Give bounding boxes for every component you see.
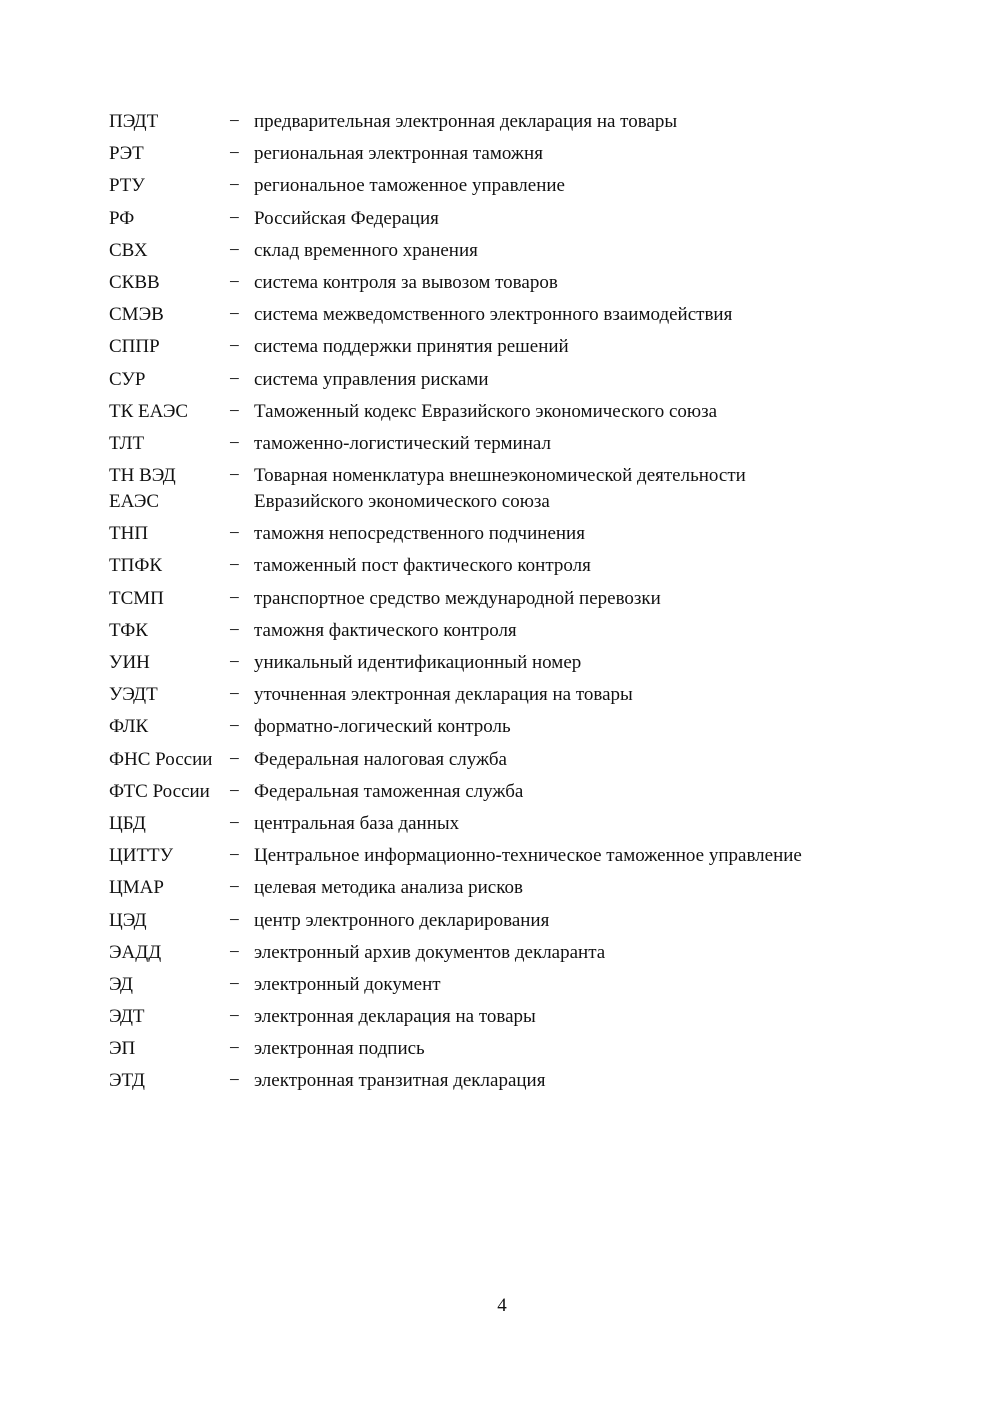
abbreviation-term: ЦБД [109, 812, 146, 834]
abbreviation-term: ТПФК [109, 555, 163, 577]
abbreviation-term: ТНП [109, 523, 149, 545]
abbreviation-term: ЭП [109, 1038, 136, 1060]
dash-separator: − [229, 304, 240, 326]
abbreviation-row [109, 367, 909, 393]
abbreviation-definition: форматно-логический контроль [254, 716, 511, 738]
dash-separator: − [229, 941, 240, 963]
abbreviation-definition: Центральное информационно-техническое таможенное управление [254, 845, 802, 867]
dash-separator: − [229, 652, 240, 673]
abbreviation-definition: центральная база данных [254, 812, 460, 834]
abbreviation-row [109, 1004, 909, 1030]
abbreviation-term: ТН ВЭД ЕАЭС [109, 465, 176, 513]
dash-separator: − [229, 973, 240, 995]
abbreviation-definition: система поддержки принятия решений [254, 336, 569, 358]
abbreviation-definition: система контроля за вывозом товаров [254, 271, 558, 293]
abbreviation-definition: целевая методика анализа рисков [254, 877, 523, 899]
abbreviation-row [109, 779, 909, 805]
dash-separator: − [229, 207, 240, 229]
abbreviation-term: ТК ЕАЭС [109, 400, 189, 422]
abbreviation-term: СУР [109, 368, 146, 390]
dash-separator: − [229, 523, 240, 545]
abbreviation-term: СМЭВ [109, 304, 164, 326]
abbreviation-row [109, 1036, 909, 1062]
dash-separator: − [229, 845, 240, 867]
abbreviation-row [109, 586, 909, 612]
abbreviation-row [109, 811, 909, 837]
abbreviation-definition: электронная транзитная декларация [254, 1070, 546, 1092]
dash-separator: − [229, 1038, 240, 1060]
abbreviation-definition: таможенный пост фактического контроля [254, 555, 591, 577]
dash-separator: − [229, 432, 240, 454]
abbreviation-term: ЦМАР [109, 877, 164, 899]
abbreviation-list [109, 109, 909, 1101]
abbreviation-definition: электронная подпись [254, 1038, 425, 1060]
abbreviation-definition: система межведомственного электронного взаимодействия [254, 304, 733, 326]
dash-separator: − [229, 587, 240, 609]
abbreviation-term: ТЛТ [109, 432, 145, 454]
dash-separator: − [229, 400, 240, 422]
abbreviation-term: ПЭДТ [109, 111, 159, 132]
abbreviation-definition: Товарная номенклатура внешнеэкономической деятельности Евразийского экономического союза [254, 465, 746, 513]
dash-separator: − [229, 909, 240, 931]
dash-separator: − [229, 555, 240, 577]
abbreviation-row [109, 875, 909, 901]
abbreviation-definition: региональное таможенное управление [254, 175, 565, 197]
abbreviation-row [109, 682, 909, 708]
abbreviation-definition: региональная электронная таможня [254, 143, 543, 165]
dash-separator: − [229, 1006, 240, 1028]
abbreviation-term: ФТС России [109, 780, 210, 802]
dash-separator: − [229, 716, 240, 738]
dash-separator: − [229, 748, 240, 770]
abbreviation-term: ТСМП [109, 587, 164, 609]
abbreviation-term: ФНС России [109, 748, 213, 770]
dash-separator: − [229, 143, 240, 165]
abbreviation-definition: таможенно-логистический терминал [254, 432, 551, 454]
dash-separator: − [229, 619, 240, 641]
abbreviation-row [109, 270, 909, 296]
abbreviation-term: СВХ [109, 239, 148, 261]
abbreviation-row [109, 521, 909, 547]
dash-separator: − [229, 271, 240, 293]
abbreviation-definition: центр электронного декларирования [254, 909, 550, 931]
dash-separator: − [229, 877, 240, 899]
abbreviation-definition: таможня фактического контроля [254, 619, 517, 641]
abbreviation-row [109, 843, 909, 869]
abbreviation-row [109, 173, 909, 199]
dash-separator: − [229, 175, 240, 197]
abbreviation-definition: предварительная электронная декларация на товары [254, 111, 678, 132]
abbreviation-definition: Федеральная налоговая служба [254, 748, 507, 770]
abbreviation-term: РЭТ [109, 143, 144, 165]
abbreviation-definition: уточненная электронная декларация на товары [254, 684, 633, 706]
abbreviation-row [109, 972, 909, 998]
abbreviation-definition: Таможенный кодекс Евразийского экономического союза [254, 400, 718, 422]
abbreviation-definition: таможня непосредственного подчинения [254, 523, 585, 545]
abbreviation-row [109, 553, 909, 579]
abbreviation-row [109, 206, 909, 232]
abbreviation-row [109, 431, 909, 457]
dash-separator: − [229, 111, 240, 132]
abbreviation-term: ЭД [109, 973, 133, 995]
abbreviation-row [109, 109, 909, 135]
abbreviation-row [109, 618, 909, 644]
page-number: 4 [497, 1295, 507, 1316]
abbreviation-row [109, 334, 909, 360]
abbreviation-term: СКВВ [109, 271, 160, 293]
dash-separator: − [229, 780, 240, 802]
dash-separator: − [229, 239, 240, 261]
dash-separator: − [229, 336, 240, 358]
abbreviation-term: ЭТД [109, 1070, 145, 1092]
abbreviation-definition: склад временного хранения [254, 239, 478, 261]
abbreviation-definition: уникальный идентификационный номер [254, 652, 582, 673]
dash-separator: − [229, 1070, 240, 1092]
dash-separator: − [229, 465, 240, 487]
abbreviation-term: СППР [109, 336, 160, 358]
abbreviation-term: ФЛК [109, 716, 149, 738]
abbreviation-row [109, 238, 909, 264]
dash-separator: − [229, 368, 240, 390]
abbreviation-definition: система управления рисками [254, 368, 489, 390]
abbreviation-term: ТФК [109, 619, 148, 641]
abbreviation-definition: электронный документ [254, 973, 441, 995]
abbreviation-row [109, 747, 909, 773]
abbreviation-term: ЭАДД [109, 941, 162, 963]
abbreviation-term: ЭДТ [109, 1006, 145, 1028]
abbreviation-row [109, 302, 909, 328]
dash-separator: − [229, 684, 240, 706]
abbreviation-row [109, 399, 909, 425]
abbreviation-definition: транспортное средство международной перевозки [254, 587, 661, 609]
abbreviation-row [109, 940, 909, 966]
abbreviation-definition: Российская Федерация [254, 207, 439, 229]
abbreviation-row [109, 463, 909, 515]
dash-separator: − [229, 812, 240, 834]
abbreviation-row [109, 1068, 909, 1094]
abbreviation-term: ЦЭД [109, 909, 147, 931]
abbreviation-definition: электронная декларация на товары [254, 1006, 536, 1028]
abbreviation-definition: электронный архив документов декларанта [254, 941, 606, 963]
abbreviation-term: УЭДТ [109, 684, 158, 706]
abbreviation-row [109, 650, 909, 676]
abbreviation-term: ЦИТТУ [109, 845, 174, 867]
abbreviation-definition: Федеральная таможенная служба [254, 780, 524, 802]
abbreviation-row [109, 908, 909, 934]
abbreviation-row [109, 714, 909, 740]
abbreviation-term: РФ [109, 207, 135, 229]
abbreviation-term: УИН [109, 652, 150, 673]
abbreviation-term: РТУ [109, 175, 145, 197]
abbreviation-row [109, 141, 909, 167]
